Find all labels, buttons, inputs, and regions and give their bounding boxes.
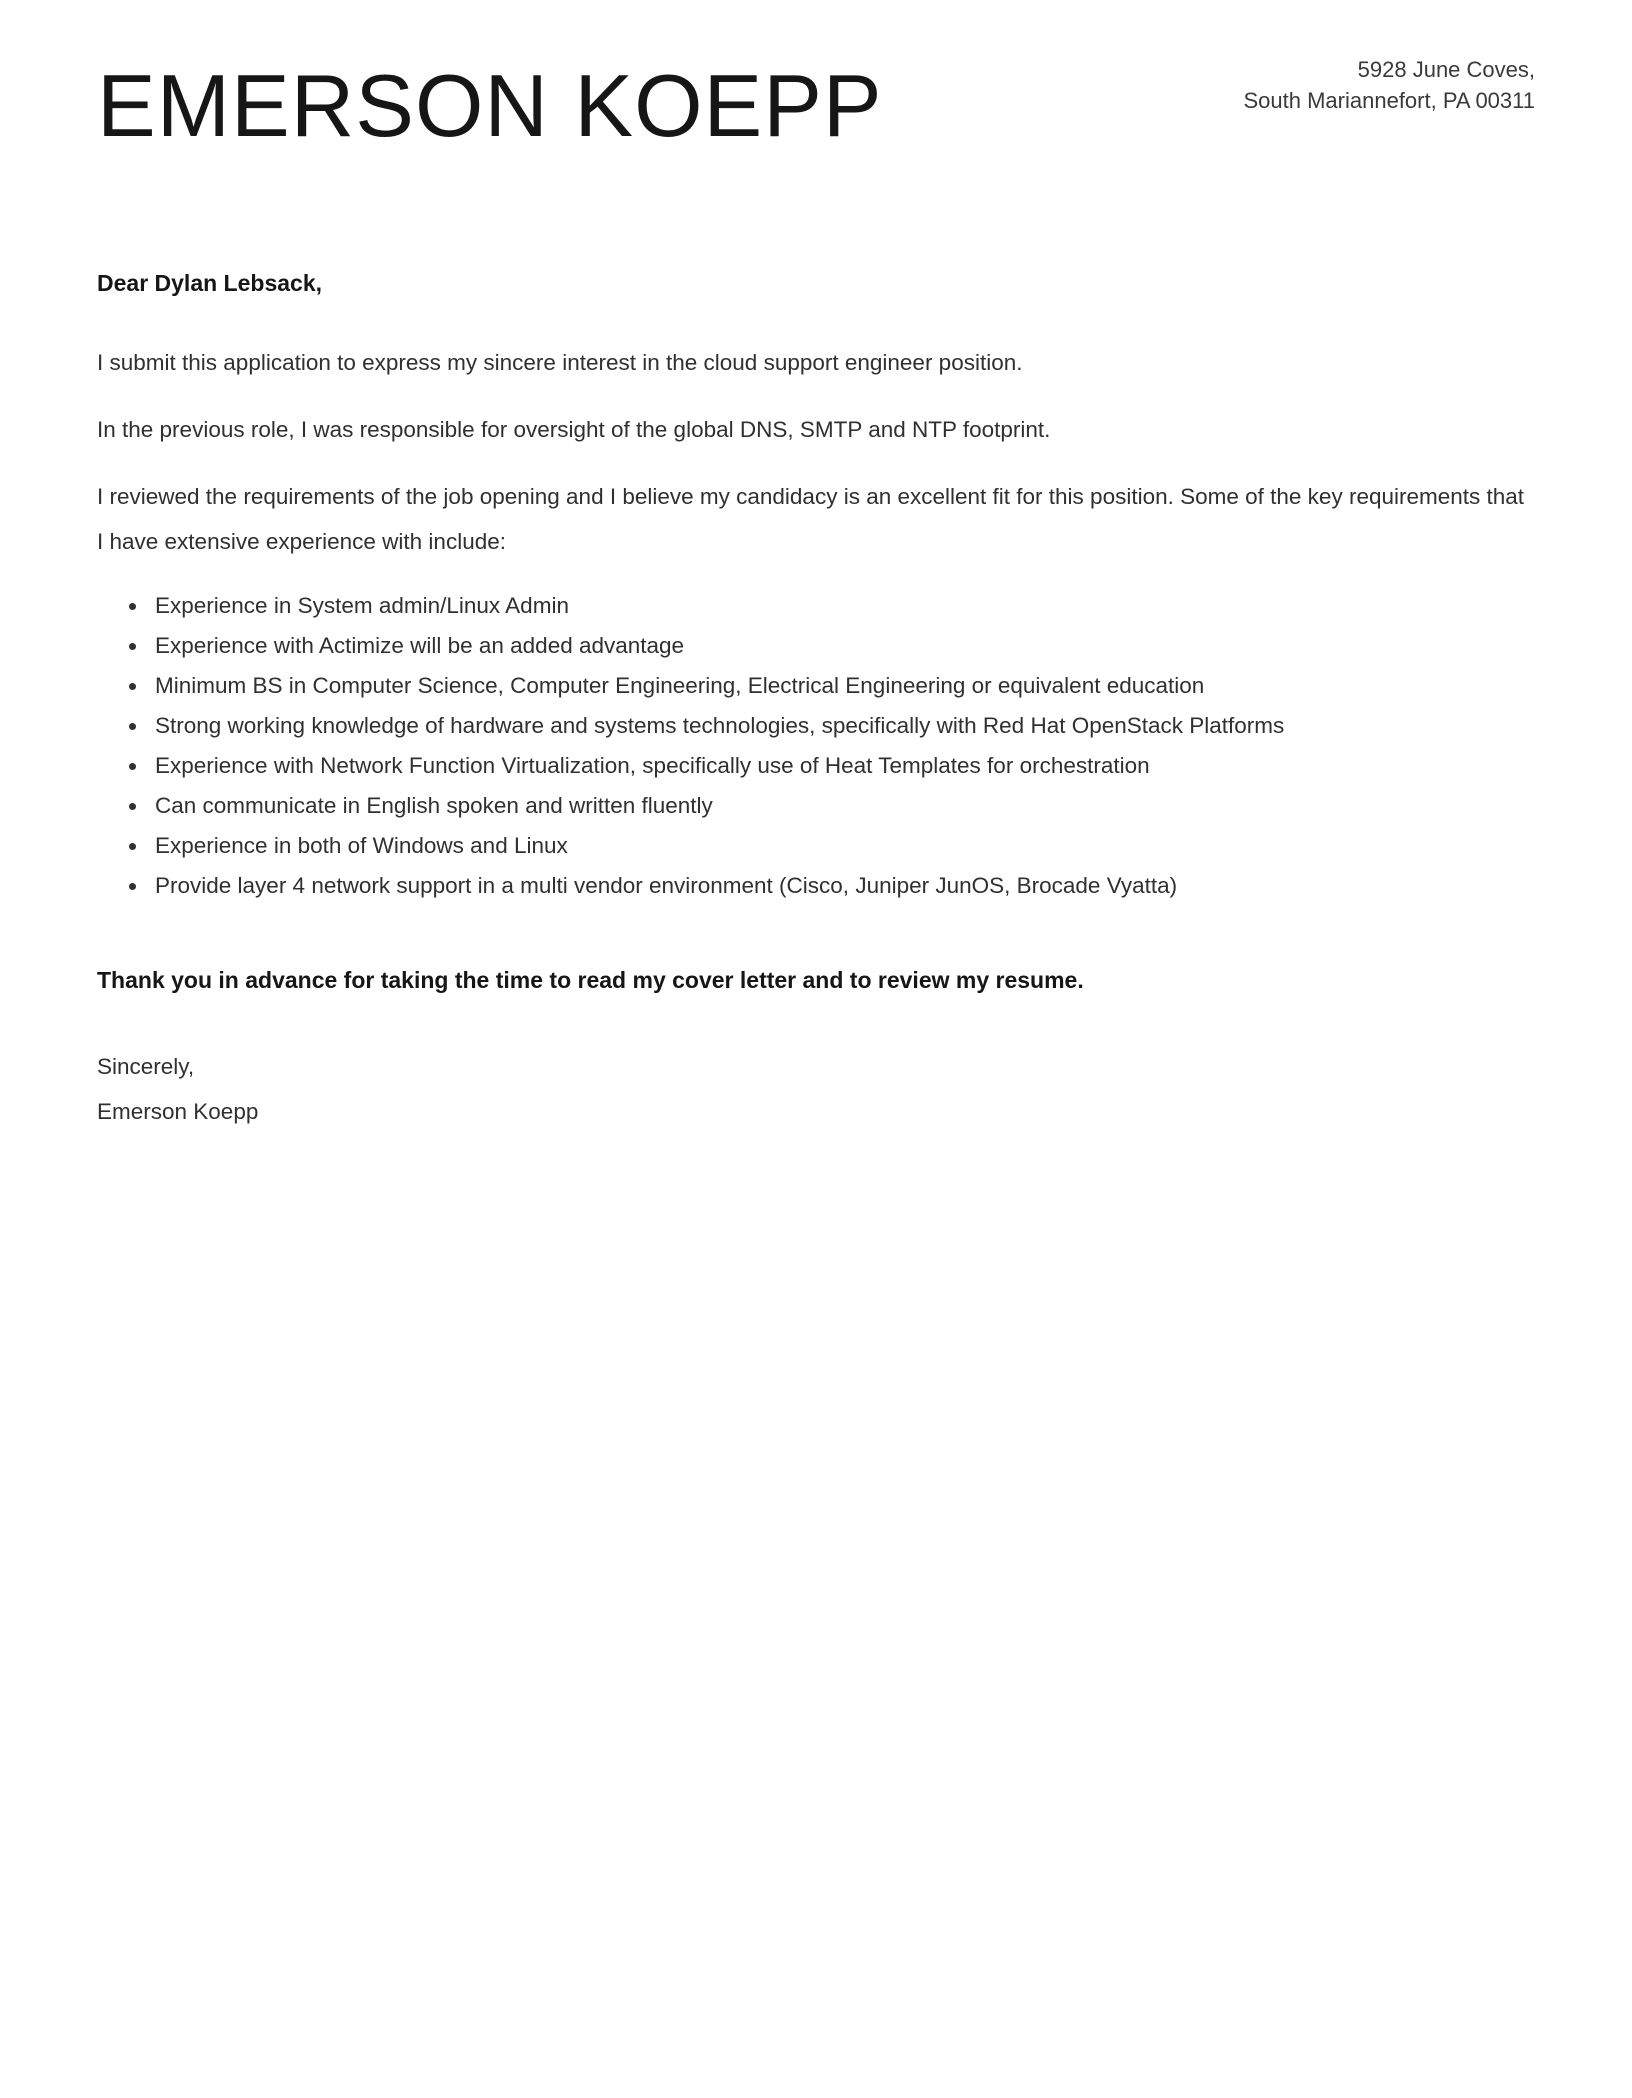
signature-name: Emerson Koepp (97, 1099, 259, 1124)
requirement-item: • Provide layer 4 network support in a multi vendor environment (Cisco, Juniper JunOS, Brocade Vyatta) (149, 866, 1535, 906)
requirement-item: • Minimum BS in Computer Science, Computer Engineering, Electrical Engineering or equivalent education (149, 666, 1535, 706)
signoff: Sincerely, (97, 1054, 195, 1079)
requirement-item: • Experience with Network Function Virtualization, specifically use of Heat Templates for orchestration (149, 746, 1535, 786)
paragraph-intro: I submit this application to express my sincere interest in the cloud support engineer position. (97, 350, 1023, 375)
requirement-item: • Can communicate in English spoken and written fluently (149, 786, 1535, 826)
requirement-item: • Experience in System admin/Linux Admin (149, 586, 1535, 626)
letter-body (97, 268, 1535, 1134)
address-block (1244, 54, 1536, 116)
paragraph-previous-role: In the previous role, I was responsible for oversight of the global DNS, SMTP and NTP footprint. (97, 417, 1051, 442)
signoff-block (97, 1044, 1535, 1134)
greeting: Dear Dylan Lebsack, (97, 270, 323, 296)
requirement-item: • Experience in both of Windows and Linux (149, 826, 1535, 866)
closing-statement: Thank you in advance for taking the time to read my cover letter and to review my resume. (97, 967, 1084, 993)
applicant-name: EMERSON KOEPP (97, 56, 883, 155)
address-line-2: South Mariannefort, PA 00311 (1243, 88, 1535, 113)
address-line-1: 5928 June Coves, (1357, 57, 1535, 82)
requirement-item: • Strong working knowledge of hardware and systems technologies, specifically with Red Hat OpenStack Platforms (149, 706, 1535, 746)
paragraph-requirements-lead: I reviewed the requirements of the job opening and I believe my candidacy is an excellent fit for this position. Some of the key requirements that I have extensive experience with include: (97, 484, 1525, 554)
requirement-item: • Experience with Actimize will be an added advantage (149, 626, 1535, 666)
requirements-list (97, 586, 1535, 906)
letter-header (97, 52, 1535, 155)
